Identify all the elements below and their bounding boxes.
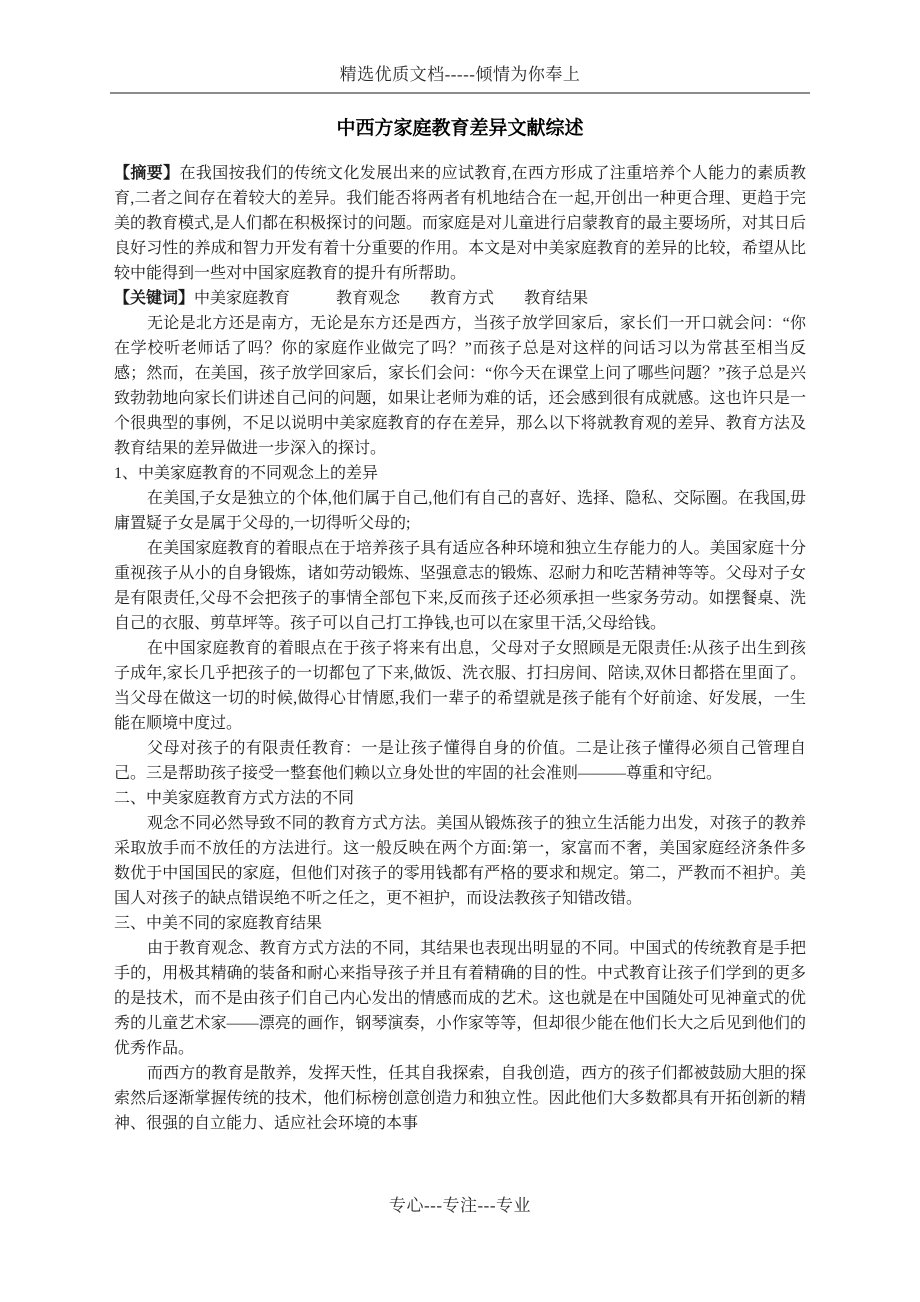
document-body — [114, 100, 806, 1136]
keyword-item: 中美家庭教育 — [194, 290, 291, 307]
keyword-item: 教育方式 — [430, 290, 495, 307]
page-header — [110, 60, 810, 94]
intro-paragraph: 无论是北方还是南方，无论是东方还是西方，当孩子放学回家后，家长们一开口就会问：“你在学校听老师话了吗？你的家庭作业做完了吗？”而孩子总是对这样的问话习以为常甚至相当反感；然而，在美国，孩子放学回家后，家长们会问：“你今天在课堂上问了哪些问题？”孩子总是兴致勃勃地向家长们讲述自己问的问题，如果让老师为难的话，还会感到很有成就感。这也许只是一个很典型的事例，不足以说明中美家庭教育的存在差异，那么以下将就教育观的差异、教育方法及教育结果的差异做进一步深入的探讨。 — [114, 315, 806, 457]
section-3-paragraph: 而西方的教育是散养，发挥天性，任其自我探索，自我创造，西方的孩子们都被鼓励大胆的探索然后逐渐掌握传统的技术，他们标榜创意创造力和独立性。因此他们大多数都具有开拓创新的精神、很强的自立能力、适应社会环境的本事 — [114, 1065, 806, 1132]
abstract-paragraph — [114, 161, 806, 286]
section-1-heading: 1、中美家庭教育的不同观念上的差异 — [114, 465, 379, 482]
header-divider — [110, 92, 810, 94]
keyword-item: 教育观念 — [336, 290, 401, 307]
keywords-label: 【关键词】 — [114, 290, 195, 307]
section-1-paragraph: 父母对孩子的有限责任教育：一是让孩子懂得自身的价值。二是让孩子懂得必须自己管理自己。三是帮助孩子接受一整套他们赖以立身处世的牢固的社会准则———尊重和守纪。 — [114, 740, 806, 782]
section-3-heading: 三、中美不同的家庭教育结果 — [114, 915, 323, 932]
section-2-heading: 二、中美家庭教育方式方法的不同 — [114, 790, 355, 807]
keywords-line — [114, 286, 806, 311]
abstract-text: 在我国按我们的传统文化发展出来的应试教育,在西方形成了注重培养个人能力的素质教育,二者之间存在着较大的差异。我们能否将两者有机地结合在一起,开创出一种更合理、更趋于完美的教育模式,是人们都在积极探讨的问题。而家庭是对儿童进行启蒙教育的最主要场所，对其日后良好习性的养成和智力开发有着十分重要的作用。本文是对中美家庭教育的差异的比较，希望从比较中能得到一些对中国家庭教育的提升有所帮助。 — [114, 165, 807, 282]
section-3-paragraph: 由于教育观念、教育方式方法的不同，其结果也表现出明显的不同。中国式的传统教育是手把手的，用极其精确的装备和耐心来指导孩子并且有着精确的目的性。中式教育让孩子们学到的更多的是技术，而不是由孩子们自己内心发出的情感而成的艺术。这也就是在中国随处可见神童式的优秀的儿童艺术家——漂亮的画作，钢琴演奏，小作家等等，但却很少能在他们长大之后见到他们的优秀作品。 — [114, 940, 806, 1057]
abstract-label: 【摘要】 — [114, 165, 180, 182]
section-2-paragraph: 观念不同必然导致不同的教育方式方法。美国从锻炼孩子的独立生活能力出发，对孩子的教养采取放手而不放任的方法进行。这一般反映在两个方面:第一，家富而不奢，美国家庭经济条件多数优于中国国民的家庭，但他们对孩子的零用钱都有严格的要求和规定。第二，严教而不袒护。美国人对孩子的缺点错误绝不听之任之，更不袒护，而设法教孩子知错改错。 — [114, 815, 806, 907]
header-text: 精选优质文档-----倾情为你奉上 — [339, 65, 581, 84]
page-footer: 专心---专注---专业 — [389, 1196, 531, 1215]
section-1-paragraph: 在美国,子女是独立的个体,他们属于自己,他们有自己的喜好、选择、隐私、交际圈。在我国,毋庸置疑子女是属于父母的,一切得听父母的; — [114, 490, 806, 532]
keyword-item: 教育结果 — [524, 290, 589, 307]
section-1-paragraph: 在中国家庭教育的着眼点在于孩子将来有出息，父母对子女照顾是无限责任:从孩子出生到孩子成年,家长几乎把孩子的一切都包了下来,做饭、洗衣服、打扫房间、陪读,双休日都搭在里面了。当父母在做这一切的时候,做得心甘情愿,我们一辈子的希望就是孩子能有个好前途、好发展，一生能在顺境中度过。 — [114, 640, 806, 732]
page-title: 中西方家庭教育差异文献综述 — [336, 118, 584, 139]
section-1-paragraph: 在美国家庭教育的着眼点在于培养孩子具有适应各种环境和独立生存能力的人。美国家庭十分重视孩子从小的自身锻炼，诸如劳动锻炼、坚强意志的锻炼、忍耐力和吃苦精神等等。父母对子女是有限责任,父母不会把孩子的事情全部包下来,反而孩子还必须承担一些家务劳动。如摆餐桌、洗自己的衣服、剪草坪等。孩子可以自己打工挣钱,也可以在家里干活,父母给钱。 — [114, 540, 806, 632]
